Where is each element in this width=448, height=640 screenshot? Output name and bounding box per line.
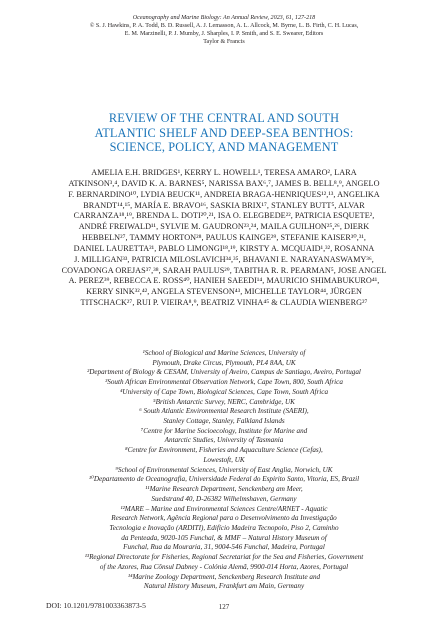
journal-citation: Oceanography and Marine Biology: An Annual Review, 2023, 61, 127-218 — [132, 15, 316, 21]
copyright-line: © S. J. Hawkins, P. A. Todd, B. D. Russell, A. J. Lemasson, A. L. Allcock, M. Byrne, L. B. Firth, C. H. Lucas, — [89, 23, 359, 29]
affiliation-line: ¹School of Biological and Marine Sciences, University of — [142, 349, 306, 357]
affiliation-line: of the Azores, Rua Cônsul Dabney - Colónia Alemã, 9900-014 Horta, Azores, Portugal — [99, 562, 349, 571]
affiliation-line: ¹⁰Departamento de Oceanografia, Universidade Federal do Espirito Santo, Vitoria, ES, Brazil — [88, 475, 360, 484]
page-number: 127 — [218, 603, 230, 611]
author-line: F. BERNARDINO¹⁰, LYDIA BEUCK¹¹, ANDREIA BRAGA-HENRIQUES¹²,¹³, ANGELIKA — [68, 189, 380, 199]
affiliation-line: Tecnologia e Inovação (ARDITI), Edifício Madeira Tecnopolo, Piso 2, Caminho — [109, 523, 339, 532]
affiliation-line: ¹³Regional Directorate for Fisheries, Regional Secretariat for the Sea and Fisheries, Government — [84, 553, 364, 562]
affiliation-line: ⁶ South Atlantic Environmental Research Institute (SAERI), — [139, 407, 309, 416]
author-line: KERRY SINK³²,⁴², ANGELA STEVENSON⁴³, MICHELLE TAYLOR⁴⁴, JÜRGEN — [86, 287, 362, 297]
affiliation-line: da Penteada, 9020-105 Funchal, & MMF – Natural History Museum of — [121, 533, 327, 542]
affiliation-line: Lowestoft, UK — [203, 455, 245, 464]
author-line: HEBBELN²⁷, TAMMY HORTON²⁸, PAULUS KAINGE²⁹, STEFANIE KAISER³⁰,³¹, — [82, 233, 366, 243]
author-line: TITSCHACK²⁷, RUI P. VIEIRA⁸,⁹, BEATRIZ VINHA⁴⁵ & CLAUDIA WIENBERG²⁷ — [80, 298, 368, 308]
author-line: DANIEL LAURETTA²¹, PABLO LIMONGI¹⁸,¹⁹, KIRSTY A. MCQUAID¹,³², ROSANNA — [73, 243, 375, 253]
affiliation-line: Plymouth, Drake Circus, Plymouth, PL4 8AA, UK — [152, 358, 296, 367]
author-line: ANDRÉ FREIWALD¹¹, SYLVIE M. GAUDRON²³,²⁴, MAILA GUILHON²⁵,²⁶, DIERK — [78, 222, 370, 232]
affiliation-line: ⁷Centre for Marine Socioecology, Institute for Marine and — [140, 426, 308, 435]
affiliation-line: ²Department of Biology & CESAM, University of Aveiro, Campus de Santiago, Aveiro, Portugal — [87, 368, 361, 377]
author-line: AMELIA E.H. BRIDGES¹, KERRY L. HOWELL¹, TERESA AMARO², LARA — [91, 168, 357, 177]
affiliation-line: Stanley Cottage, Stanley, Falkland Islands — [163, 417, 285, 426]
author-line: J. MILLIGAN³³, PATRICIA MILOSLAVICH³⁴,³⁵, BHAVANI E. NARAYANASWAMY³⁶, — [74, 254, 374, 264]
author-list — [46, 168, 402, 309]
title-line: SCIENCE, POLICY, AND MANAGEMENT — [109, 140, 339, 155]
copyright-line: E. M. Marzinelli, P. J. Mumby, J. Sharples, I. P. Smith, and S. E. Swearer, Editors — [124, 31, 324, 37]
affiliation-line: Natural History Museum, Frankfurt am Main, Germany — [143, 582, 305, 591]
affiliation-line: ⁴University of Cape Town, Biological Sciences, Cape Town, South Africa — [119, 387, 329, 396]
author-line: A. PEREZ³⁹, REBECCA E. ROSS⁴⁰, HANIEH SAEEDI¹⁴, MAURICIO SHIMABUKURO⁴¹, — [68, 276, 380, 286]
affiliation-line: Antarctic Studies, University of Tasmania — [164, 436, 284, 445]
affiliation-line: ³South African Environmental Observation Network, Cape Town, 800, South Africa — [105, 378, 343, 387]
affiliation-line: ⁵British Antarctic Survey, NERC, Cambridge, UK — [153, 397, 295, 406]
affiliation-line: ¹¹Marine Research Department, Senckenberg am Meer, — [145, 485, 303, 494]
author-line: BRANDT¹⁴,¹⁵, MARÍA E. BRAVO¹⁶, SASKIA BRIX¹⁷, STANLEY BUTT⁵, ALVAR — [83, 200, 365, 210]
affiliation-line: ¹⁴Marine Zoology Department, Senckenberg Research Institute and — [127, 572, 321, 581]
journal-header — [40, 14, 408, 46]
doi-link[interactable]: DOI: 10.1201/9781003363873-5 — [46, 601, 146, 610]
affiliation-line: ⁹School of Environmental Sciences, University of East Anglia, Norwich, UK — [115, 465, 333, 474]
author-line: ATKINSON³,⁴, DAVID K. A. BARNES⁵, NARISSA BAX⁶,⁷, JAMES B. BELL⁸,⁹, ANGELO — [68, 178, 380, 188]
affiliation-line: Funchal, Rua da Mouraria, 31, 9004-546 Funchal, Madeira, Portugal — [123, 543, 325, 552]
publisher: Taylor & Francis — [203, 39, 245, 45]
author-line: CARRANZA¹⁸,¹⁹, BRENDA L. DOTI²⁰,²¹, ISA O. ELEGBEDE²², PATRICIA ESQUETE², — [73, 211, 375, 221]
title-line: ATLANTIC SHELF AND DEEP-SEA BENTHOS: — [94, 125, 354, 140]
affiliation-line: Research Network, Agência Regional para o Desenvolvimento da Investigação — [111, 514, 337, 523]
affiliation-list — [40, 349, 408, 592]
affiliation-line: Suedstrand 40, D-26382 Wilhelmshaven, Germany — [151, 494, 297, 503]
affiliation-line: ¹²MARE – Marine and Environmental Sciences Centre/ARNET - Aquatic — [120, 504, 328, 513]
author-line: COVADONGA OREJAS³⁷,³⁸, SARAH PAULUS²⁹, TABITHA R. R. PEARMAN⁵, JOSE ANGEL — [61, 265, 387, 275]
paper-title — [40, 111, 408, 155]
affiliation-line: ⁸Centre for Environment, Fisheries and Aquaculture Science (Cefas), — [125, 446, 323, 455]
title-line: REVIEW OF THE CENTRAL AND SOUTH — [108, 111, 340, 125]
